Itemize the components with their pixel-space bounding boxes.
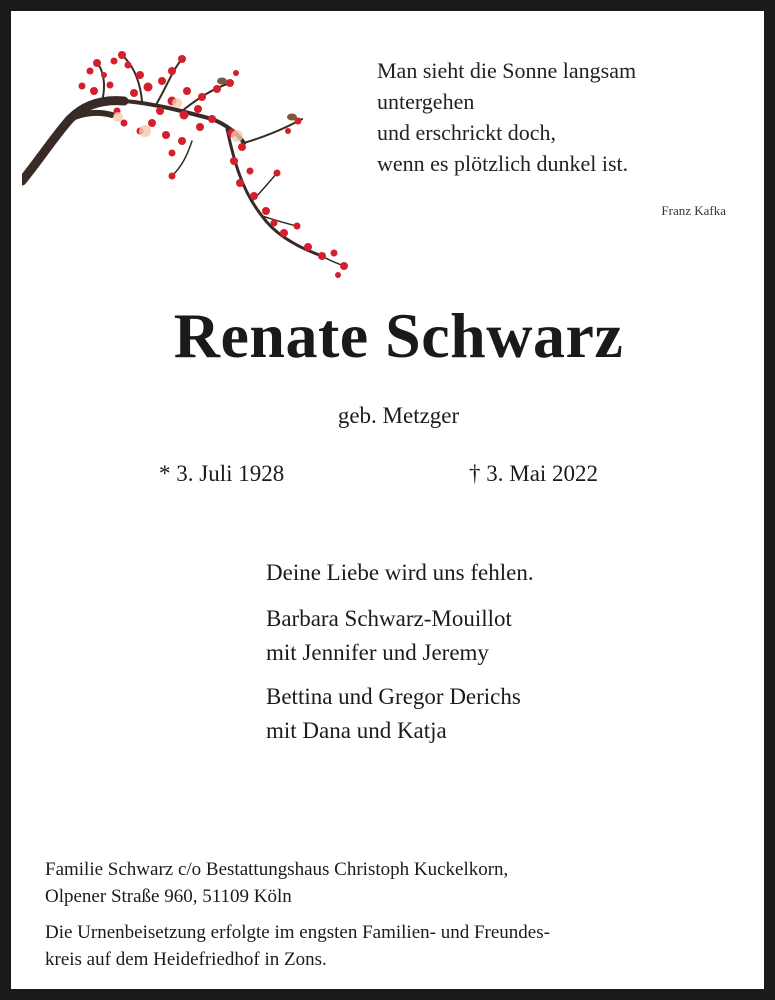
mourner-line: mit Dana und Katja [266,718,447,743]
birth-date: * 3. Juli 1928 [159,461,285,486]
quote-line: Man sieht die Sonne langsam [377,58,637,83]
quote-line: und erschrickt doch, [377,120,556,145]
family-group-2 [266,680,746,748]
cherry-blossom-branch-illustration [22,41,357,286]
mourner-line: mit Jennifer und Jeremy [266,640,489,665]
quote-line: untergehen [377,89,475,114]
mourners-section [266,556,746,758]
mourner-line: Bettina und Gregor Derichs [266,684,521,709]
deceased-name: Renate Schwarz [173,300,624,371]
farewell-motto: Deine Liebe wird uns fehlen. [266,560,534,585]
address-line: Familie Schwarz c/o Bestattungshaus Christoph Kuckelkorn, [45,859,509,880]
quote-author: Franz Kafka [661,203,726,218]
family-group-1 [266,602,746,670]
kafka-quote [377,55,757,179]
address-line: Olpener Straße 960, 51109 Köln [45,886,292,907]
note-line: kreis auf dem Heidefriedhof in Zons. [45,949,327,970]
burial-note [45,919,755,973]
contact-address [45,856,755,910]
footer-notice [45,856,755,973]
death-date: † 3. Mai 2022 [469,461,599,486]
quote-line: wenn es plötzlich dunkel ist. [377,151,629,176]
note-line: Die Urnenbeisetzung erfolgte im engsten Familien- und Freundes- [45,922,550,943]
maiden-name: geb. Metzger [337,403,460,428]
mourner-line: Barbara Schwarz-Mouillot [266,606,512,631]
